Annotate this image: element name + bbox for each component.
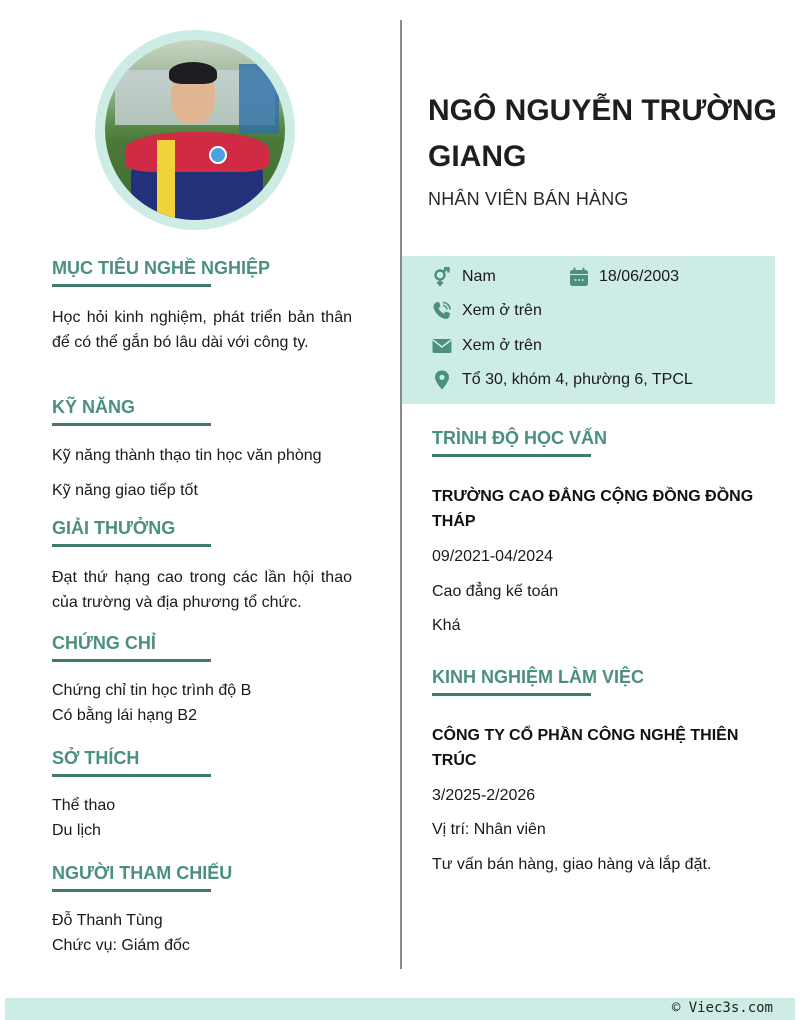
calendar-icon: [569, 267, 589, 287]
section-title: GIẢI THƯỞNG: [52, 518, 176, 538]
hobby-item: Du lịch: [52, 821, 101, 839]
awards-text: Đạt thứ hạng cao trong các lần hội thao của trường và địa phương tổ chức.: [52, 569, 352, 611]
experience-period: 3/2025-2/2026: [432, 787, 536, 804]
education-period: 09/2021-04/2024: [432, 548, 553, 565]
phone-icon: [432, 301, 452, 321]
education-grade: Khá: [432, 617, 461, 634]
section-references: [52, 863, 352, 958]
gender-icon: [432, 267, 452, 287]
candidate-name: NGÔ NGUYỄN TRƯỜNG GIANG: [428, 94, 777, 173]
section-awards: [52, 518, 352, 615]
job-title: NHÂN VIÊN BÁN HÀNG: [428, 189, 629, 209]
section-title: SỞ THÍCH: [52, 748, 140, 768]
title-underline: [52, 889, 211, 892]
certificate-item: Chứng chỉ tin học trình độ B: [52, 682, 252, 699]
company-name: CÔNG TY CỔ PHẦN CÔNG NGHỆ THIÊN TRÚC: [432, 727, 739, 769]
avatar: [105, 40, 285, 220]
photo-badge: [209, 146, 227, 164]
reference-position: Chức vụ: Giám đốc: [52, 936, 190, 954]
photo-sash: [157, 140, 175, 220]
section-skills: [52, 397, 352, 503]
experience-description: Tư vấn bán hàng, giao hàng và lắp đặt.: [432, 856, 712, 873]
phone-value: Xem ở trên: [462, 302, 542, 319]
section-hobbies: [52, 748, 352, 843]
section-education: [432, 428, 772, 636]
title-underline: [52, 774, 211, 777]
section-objective: [52, 258, 352, 355]
school-name: TRƯỜNG CAO ĐẲNG CỘNG ĐỒNG ĐỒNG THÁP: [432, 488, 754, 530]
experience-position: Vị trí: Nhân viên: [432, 821, 546, 838]
title-underline: [432, 454, 591, 457]
reference-name: Đỗ Thanh Tùng: [52, 912, 163, 929]
title-underline: [52, 423, 211, 426]
section-experience: [432, 667, 772, 875]
location-icon: [432, 370, 452, 390]
contact-birthdate: [569, 267, 679, 287]
copyright-text: © Viec3s.com: [671, 1000, 773, 1016]
section-title: TRÌNH ĐỘ HỌC VẤN: [432, 428, 607, 448]
objective-text: Học hỏi kinh nghiệm, phát triển bản thân để có thể gắn bó lâu dài với công ty.: [52, 309, 352, 351]
title-underline: [52, 659, 211, 662]
title-underline: [52, 284, 211, 287]
birthdate-value: 18/06/2003: [599, 268, 680, 285]
footer-bar: [5, 998, 795, 1020]
education-major: Cao đẳng kế toán: [432, 583, 559, 600]
contact-gender: [432, 267, 496, 287]
hobby-item: Thể thao: [52, 797, 116, 814]
section-title: NGƯỜI THAM CHIẾU: [52, 863, 233, 883]
section-title: KINH NGHIỆM LÀM VIỆC: [432, 667, 645, 687]
title-underline: [432, 693, 591, 696]
certificate-item: Có bằng lái hạng B2: [52, 706, 197, 724]
column-divider: [400, 20, 402, 969]
email-icon: [432, 336, 452, 356]
section-title: KỸ NĂNG: [52, 397, 136, 417]
contact-email: [432, 336, 542, 356]
email-value: Xem ở trên: [462, 337, 542, 354]
photo-background-wall: [239, 64, 279, 134]
section-title: CHỨNG CHỈ: [52, 633, 156, 653]
skill-item: Kỹ năng thành thạo tin học văn phòng: [52, 447, 322, 464]
title-underline: [52, 544, 211, 547]
contact-panel: [402, 256, 775, 404]
section-certificates: [52, 633, 352, 728]
photo-collar: [125, 132, 269, 172]
avatar-frame: [95, 30, 295, 230]
skill-item: Kỹ năng giao tiếp tốt: [52, 481, 198, 499]
photo-hair: [169, 62, 217, 84]
contact-phone: [432, 301, 542, 321]
section-title: MỤC TIÊU NGHỀ NGHIỆP: [52, 258, 271, 278]
gender-value: Nam: [462, 268, 496, 285]
address-value: Tổ 30, khóm 4, phường 6, TPCL: [462, 371, 693, 388]
contact-address: [432, 370, 693, 390]
